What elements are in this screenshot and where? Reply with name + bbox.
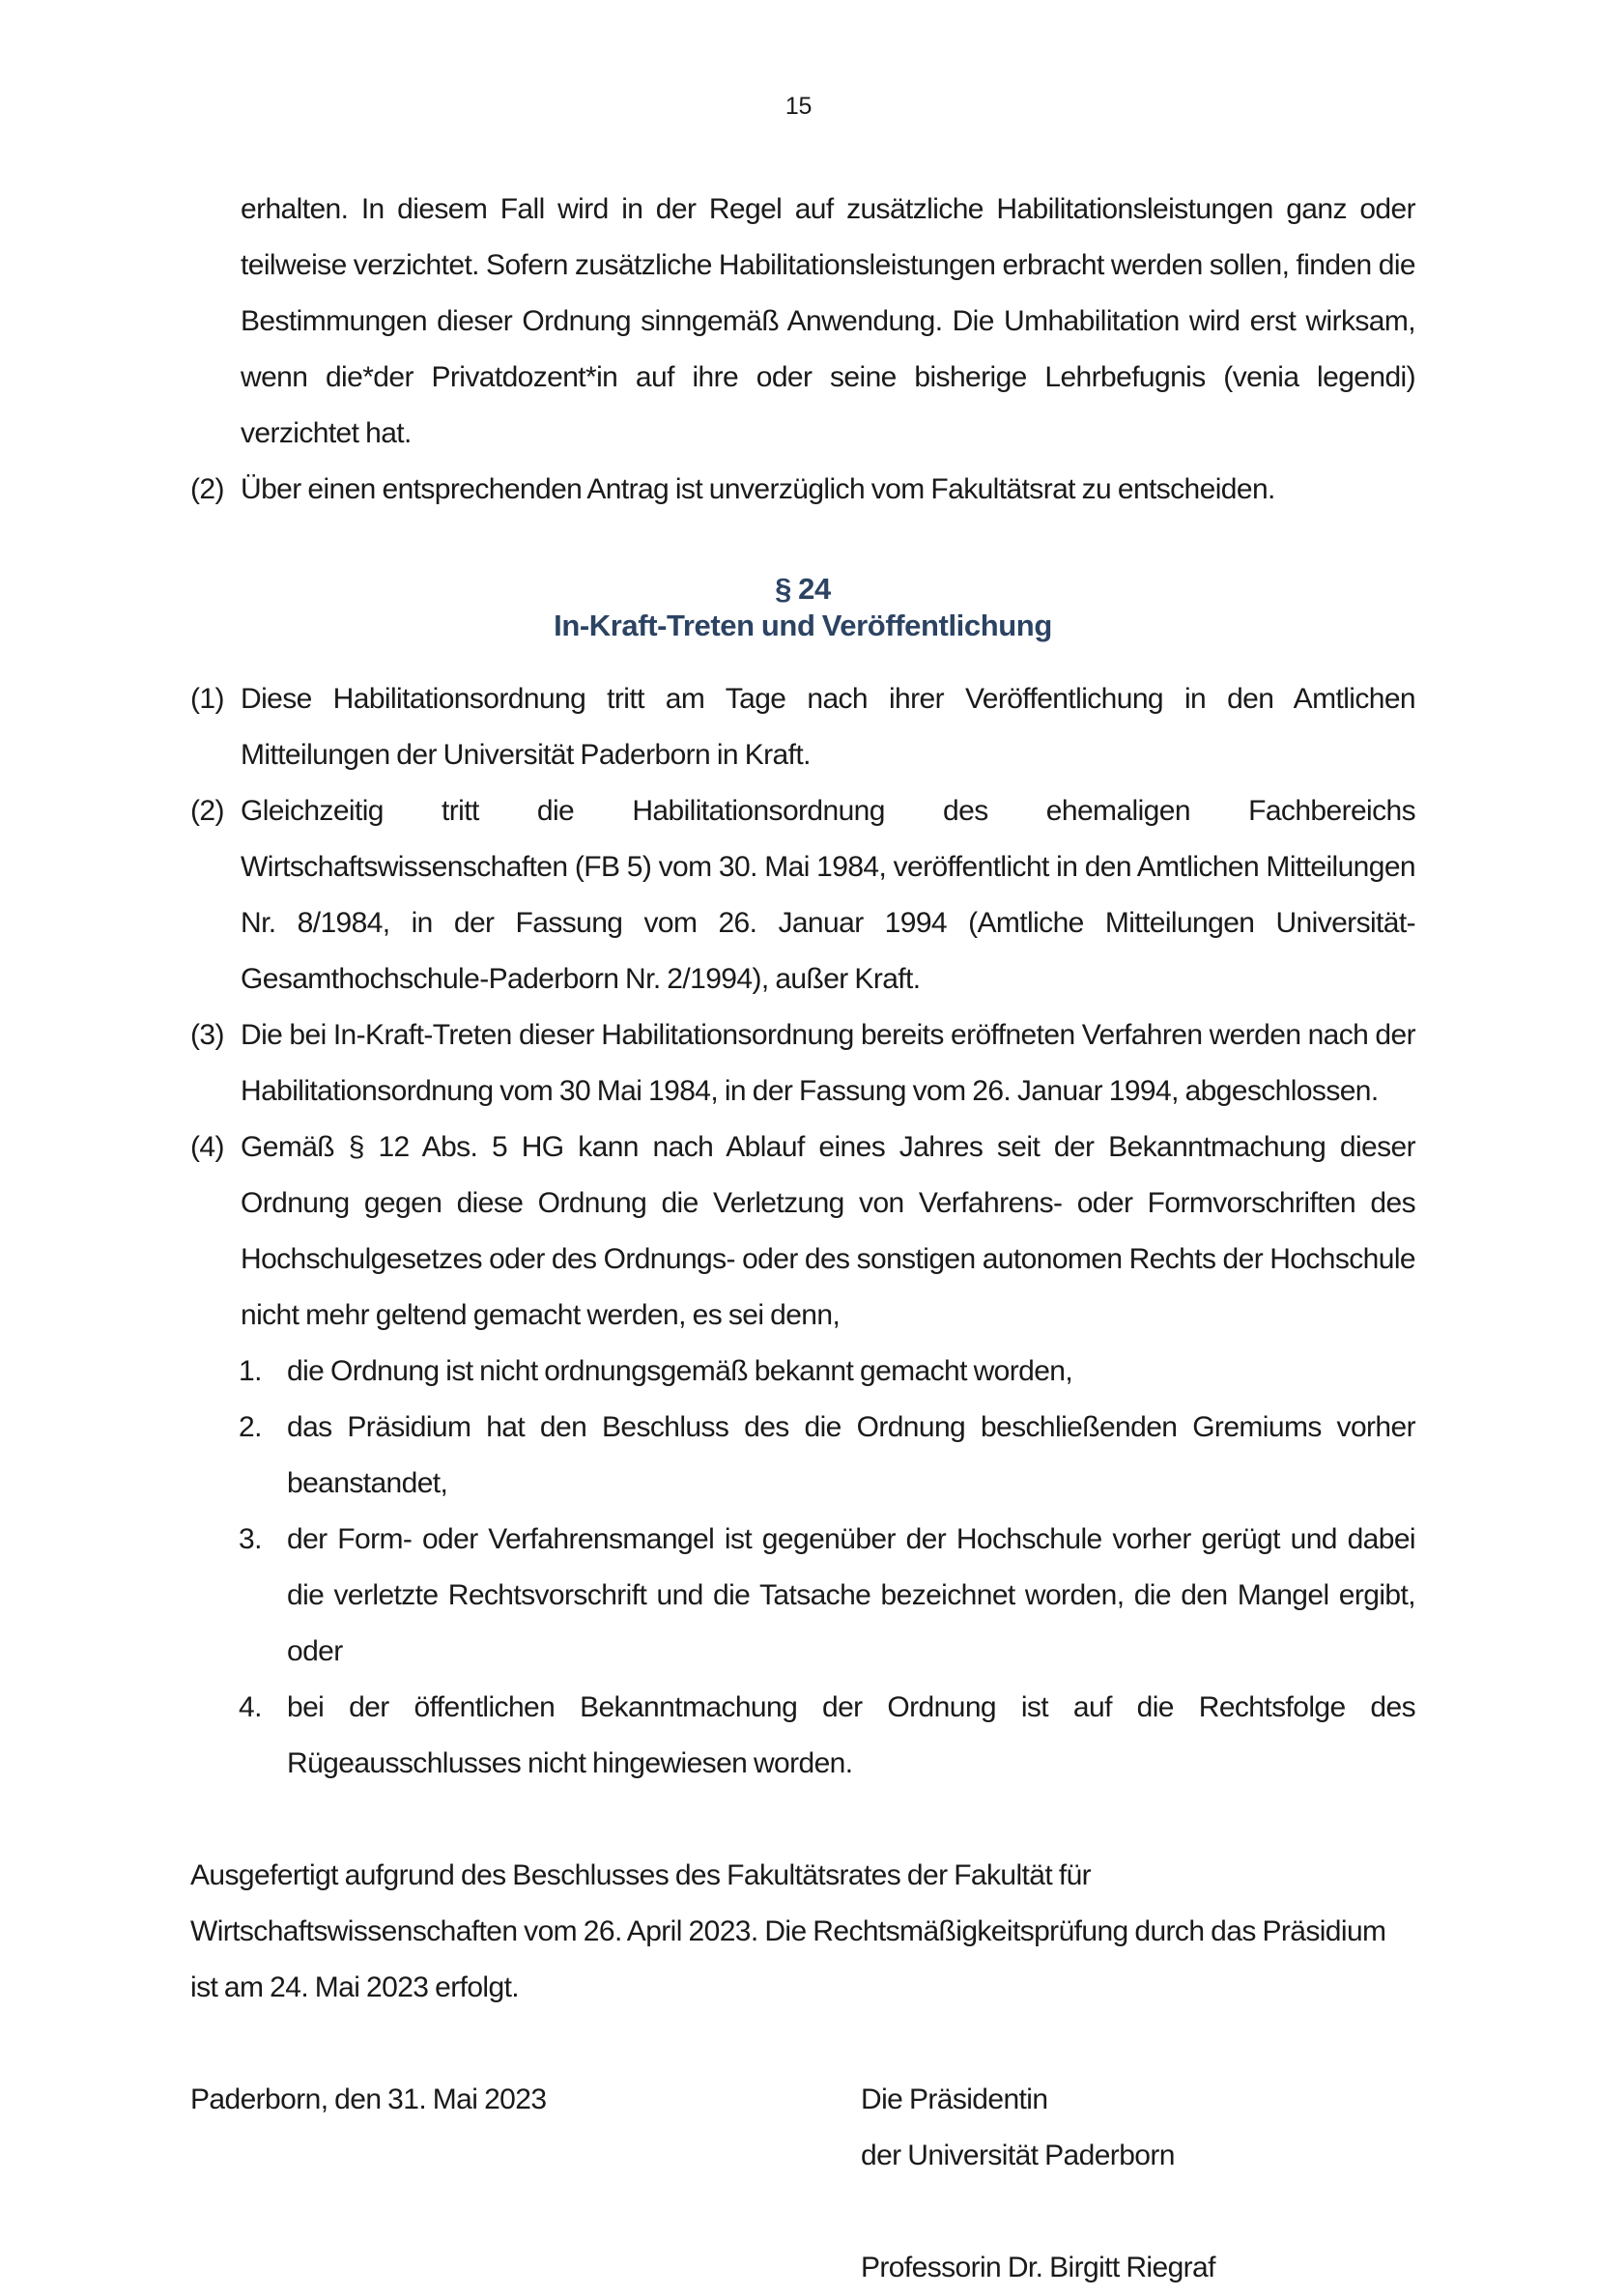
- paragraph-text: Diese Habilitationsordnung tritt am Tage nach ihrer Veröffentlichung in den Amtlichen Mitteilungen der Universität Paderborn in Kraft.: [241, 683, 1415, 771]
- paragraph-number: (2): [190, 473, 224, 505]
- paragraph-2-previous: [190, 462, 1415, 518]
- role-line-1: Die Präsidentin: [861, 2083, 1048, 2115]
- section-paragraph-1: [190, 671, 1415, 783]
- signatory-role: [861, 2072, 1175, 2184]
- continuation-paragraph: [190, 182, 1415, 462]
- sub-item-4: [190, 1680, 1415, 1792]
- sub-item-number: 1.: [239, 1355, 262, 1387]
- role-line-2: der Universität Paderborn: [861, 2140, 1175, 2171]
- signature-block: [190, 2072, 1415, 2296]
- paragraph-number: (3): [190, 1019, 224, 1051]
- signatory-name: Professorin Dr. Birgitt Riegraf: [861, 2252, 1215, 2283]
- place-date: Paderborn, den 31. Mai 2023: [190, 2083, 547, 2115]
- sub-item-3: [190, 1512, 1415, 1680]
- sub-item-text: das Präsidium hat den Beschluss des die Ordnung beschließenden Gremiums vorher beanstandet,: [287, 1411, 1415, 1499]
- paragraph-number: (1): [190, 683, 224, 715]
- paragraph-number: (2): [190, 795, 224, 827]
- paragraph-text: Die bei In-Kraft-Treten dieser Habilitationsordnung bereits eröffneten Verfahren werden nach der Habilitationsordnung vom 30 Mai 1984, in der Fassung vom 26. Januar 1994, abgeschlossen.: [241, 1019, 1415, 1107]
- sub-item-text: die Ordnung ist nicht ordnungsgemäß bekannt gemacht worden,: [287, 1355, 1073, 1387]
- section-heading: [190, 571, 1415, 644]
- sub-item-text: der Form- oder Verfahrensmangel ist gegenüber der Hochschule vorher gerügt und dabei die verletzte Rechtsvorschrift und die Tatsache bezeichnet worden, die den Mangel ergibt, oder: [287, 1523, 1415, 1667]
- section-number: § 24: [775, 572, 831, 606]
- paragraph-text: Gleichzeitig tritt die Habilitationsordnung des ehemaligen Fachbereichs Wirtschaftswissenschaften (FB 5) vom 30. Mai 1984, veröffentlicht in den Amtlichen Mitteilungen Nr. 8/1984, in der Fassung vom 26. Januar 1994 (Amtliche Mitteilungen Universität- Gesamthochschule-Paderborn Nr. 2/1994), außer Kraft.: [241, 795, 1415, 995]
- sub-item-number: 2.: [239, 1411, 262, 1443]
- sub-item-text: bei der öffentlichen Bekanntmachung der Ordnung ist auf die Rechtsfolge des Rügeausschlusses nicht hingewiesen worden.: [287, 1691, 1415, 1779]
- page-number: 15: [784, 93, 813, 120]
- section-paragraph-4: [190, 1120, 1415, 1344]
- document-body: [190, 182, 1415, 2296]
- sub-item-number: 3.: [239, 1523, 262, 1555]
- sub-item-number: 4.: [239, 1691, 262, 1723]
- paragraph-number: (4): [190, 1131, 224, 1163]
- section-paragraph-2: [190, 783, 1415, 1007]
- closing-statement: Ausgefertigt aufgrund des Beschlusses des Fakultätsrates der Fakultät für Wirtschaftswissenschaften vom 26. April 2023. Die Rechtsmäßigkeitsprüfung durch das Präsidium ist am 24. Mai 2023 erfolgt.: [190, 1859, 1386, 2003]
- sub-item-2: [190, 1400, 1415, 1512]
- paragraph-text: Gemäß § 12 Abs. 5 HG kann nach Ablauf eines Jahres seit der Bekanntmachung dieser Ordnung gegen diese Ordnung die Verletzung von Verfahrens- oder Formvorschriften des Hochschulgesetzes oder des Ordnungs- oder des sonstigen autonomen Rechts der Hochschule nicht mehr geltend gemacht werden, es sei denn,: [241, 1131, 1415, 1331]
- section-paragraph-3: [190, 1007, 1415, 1120]
- paragraph-text: Über einen entsprechenden Antrag ist unverzüglich vom Fakultätsrat zu entscheiden.: [241, 473, 1275, 505]
- section-title: In-Kraft-Treten und Veröffentlichung: [554, 609, 1052, 642]
- sub-item-1: [190, 1344, 1415, 1400]
- continuation-text: erhalten. In diesem Fall wird in der Regel auf zusätzliche Habilitationsleistungen ganz oder teilweise verzichtet. Sofern zusätzliche Habilitationsleistungen erbracht werden sollen, finden die Bestimmungen dieser Ordnung sinngemäß Anwendung. Die Umhabilitation wird erst wirksam, wenn die*der Privatdozent*in auf ihre oder seine bisherige Lehrbefugnis (venia legendi) verzichtet hat.: [241, 193, 1415, 449]
